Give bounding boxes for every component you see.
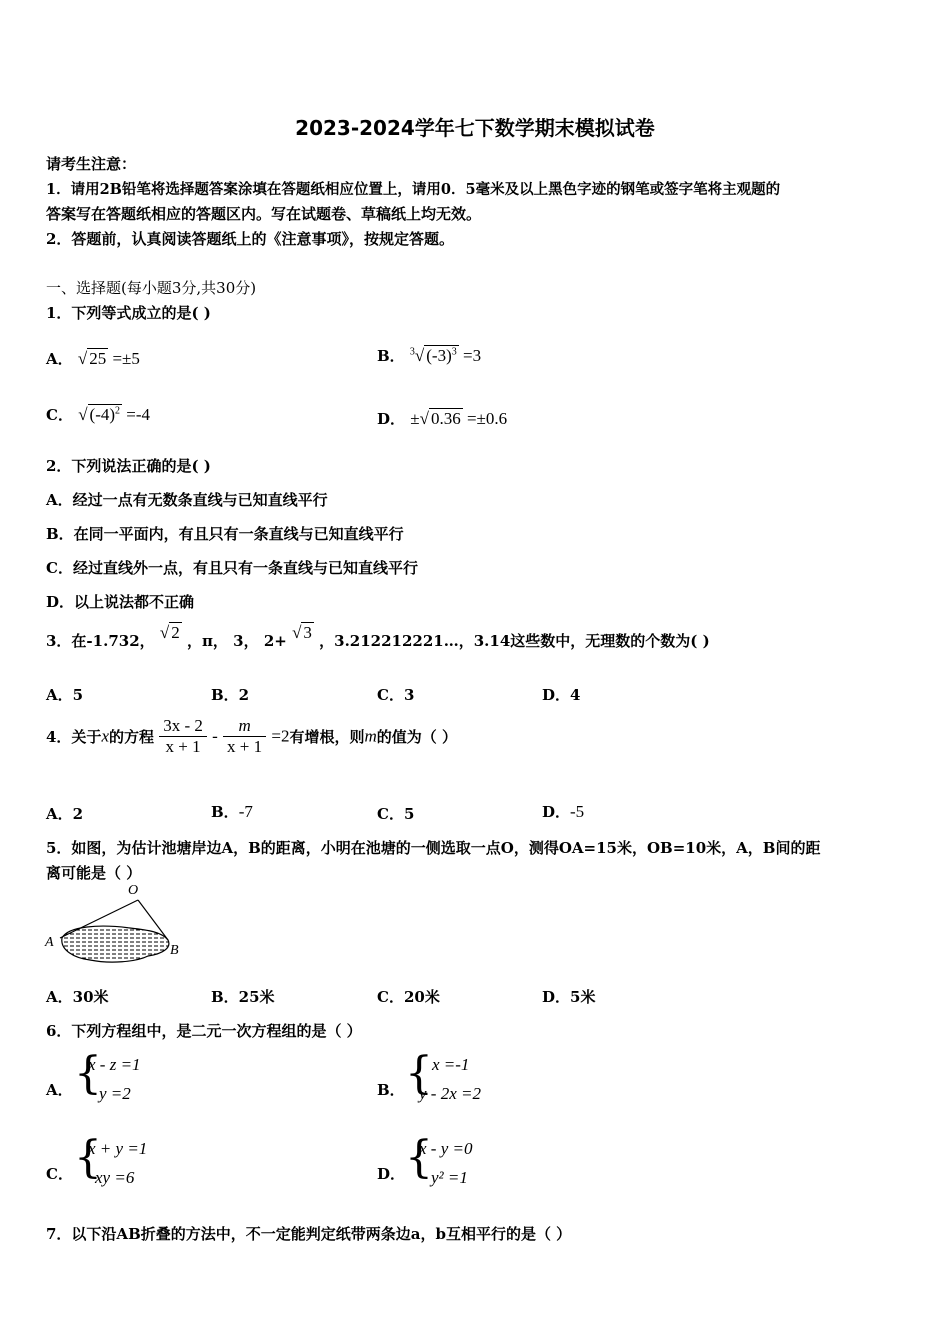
q6-b-eq2: y - 2x =2 [419, 1084, 481, 1103]
rhs: =3 [463, 346, 482, 365]
radicand: 0.36 [430, 409, 461, 428]
q6-option-c-label: C． [46, 1165, 73, 1183]
q7-stem: 7．以下沿AB折叠的方法中，不一定能判定纸带两条边a，b互相平行的是（ ） [46, 1225, 572, 1243]
radicand: (-4) [89, 405, 116, 424]
option-label: D． [542, 803, 571, 821]
q1-stem: 1．下列等式成立的是( ) [46, 304, 211, 322]
q6-option-a-label: A． [46, 1081, 73, 1099]
left-brace: { [74, 1132, 102, 1183]
q5-option-a: A．30米 [46, 988, 109, 1006]
plus-minus: ± [410, 409, 420, 428]
left-brace: { [405, 1048, 433, 1099]
pond-figure [40, 880, 190, 972]
q6-c-eq1: x + y =1 [88, 1139, 148, 1158]
denominator: x + 1 [227, 737, 263, 756]
rhs: =±5 [112, 349, 140, 368]
minus-sign: - [212, 726, 218, 746]
label-a: A [45, 935, 54, 950]
option-label: C． [46, 406, 73, 424]
option-label: B． [211, 803, 239, 821]
q6-stem: 6．下列方程组中，是二元一次方程组的是（ ） [46, 1022, 362, 1040]
exponent: 3 [451, 346, 457, 358]
q2-option-d: D．以上说法都不正确 [46, 593, 195, 611]
notice-line-1b: 答案写在答题纸相应的答题区内。写在试题卷、草稿纸上均无效。 [46, 205, 482, 223]
q4-option-c: C．5 [377, 805, 415, 823]
radicand: 25 [89, 349, 107, 368]
label-b: B [170, 943, 179, 958]
option-label: B． [377, 347, 405, 365]
q3-option-c: C．3 [377, 686, 415, 704]
q6-a-eq1: x - z =1 [88, 1055, 141, 1074]
numerator: 3x - 2 [159, 716, 207, 737]
q6-b-eq1: x =-1 [432, 1055, 470, 1074]
q4-var-x: x [101, 726, 109, 746]
q3-option-d: D．4 [542, 686, 581, 704]
q6-option-b-label: B． [377, 1081, 405, 1099]
q5-stem-line-1: 5．如图，为估计池塘岸边A，B的距离，小明在池塘的一侧选取一点O，测得OA=15米，OB=10米，A，B间的距 [46, 839, 821, 857]
q6-d-eq1: x - y =0 [419, 1139, 473, 1158]
denominator: x + 1 [165, 737, 201, 756]
q2-option-a: A．经过一点有无数条直线与已知直线平行 [46, 491, 328, 509]
fraction-1 [159, 716, 207, 757]
radicand: (-3) [426, 346, 452, 365]
q6-a-eq2: y =2 [99, 1084, 131, 1103]
label-o: O [128, 883, 139, 898]
q3-text-post: ，3.212212221…，3.14这些数中，无理数的个数为( ) [319, 632, 710, 650]
exponent: 2 [115, 405, 121, 417]
q4-text-mid: 的方程 [108, 728, 154, 746]
option-label: D． [377, 410, 406, 428]
q6-d-eq2: y² =1 [431, 1168, 468, 1187]
q3-option-b: B．2 [211, 686, 250, 704]
left-brace: { [74, 1048, 102, 1099]
q4-option-b [211, 801, 253, 822]
option-value: -5 [570, 802, 585, 821]
option-label: A． [46, 350, 73, 368]
left-brace: { [405, 1132, 433, 1183]
radicand: 3 [303, 623, 312, 642]
pond-shape [62, 926, 169, 962]
q3-text-pre: 3．在-1.732， [46, 632, 155, 650]
q4-option-a: A．2 [46, 805, 84, 823]
numerator: m [223, 716, 266, 737]
q2-option-c: C．经过直线外一点，有且只有一条直线与已知直线平行 [46, 559, 418, 577]
root-index: 3 [409, 346, 415, 358]
q2-option-b: B．在同一平面内，有且只有一条直线与已知直线平行 [46, 525, 404, 543]
q5-option-c: C．20米 [377, 988, 440, 1006]
q1-option-a: A． √ 25 =±5 [46, 349, 140, 368]
q2-stem: 2．下列说法正确的是( ) [46, 457, 211, 475]
notice-line-2: 2．答题前，认真阅读答题纸上的《注意事项》，按规定答题。 [46, 230, 454, 248]
rhs: =-4 [126, 405, 151, 424]
q4-var-m: m [364, 726, 377, 746]
radicand: 2 [171, 623, 180, 642]
q3-option-a: A．5 [46, 686, 84, 704]
q1-option-c: C． √ $(-4)^2 =-4$ [46, 405, 151, 424]
q1-option-b: B． $^3$√ $(-3)^3 =3$ [377, 346, 482, 365]
page-title: 2023-2024学年七下数学期末模拟试卷 [295, 116, 655, 140]
q4-text-post2: 的值为（ ） [376, 728, 457, 746]
q3-stem: 3．在-1.732， √ 2 ，π， 3， 2+ √ 3 ，3.212212221…，3.14这些数中，无理数的个数为( ) [46, 623, 710, 650]
notice-heading: 请考生注意： [46, 155, 137, 173]
rhs: =2 [271, 726, 290, 746]
q4-text-pre: 4．关于 [46, 728, 102, 746]
q5-stem-line-2: 离可能是（ ） [46, 864, 142, 882]
notice-line-1: 1．请用2B铅笔将选择题答案涂填在答题纸相应位置上，请用0．5毫米及以上黑色字迹的钢笔或签字笔将主观题的 [46, 181, 781, 198]
q5-option-b: B．25米 [211, 988, 275, 1006]
q6-option-d-label: D． [377, 1165, 406, 1183]
q3-text-mid: ，π， 3， 2+ [186, 632, 287, 650]
fraction-2 [223, 716, 266, 757]
q1-option-d: D． ±√ 0.36 =±0.6 [377, 409, 508, 428]
q4-text-post1: 有增根，则 [289, 728, 365, 746]
section-heading: 一、选择题(每小题3分,共30分) [46, 279, 257, 297]
option-value: -7 [238, 802, 253, 821]
q6-c-eq2: xy =6 [95, 1168, 135, 1187]
rhs: =±0.6 [466, 409, 508, 428]
q4-stem [46, 716, 457, 757]
q5-option-d: D．5米 [542, 988, 596, 1006]
q4-option-d [542, 801, 584, 822]
